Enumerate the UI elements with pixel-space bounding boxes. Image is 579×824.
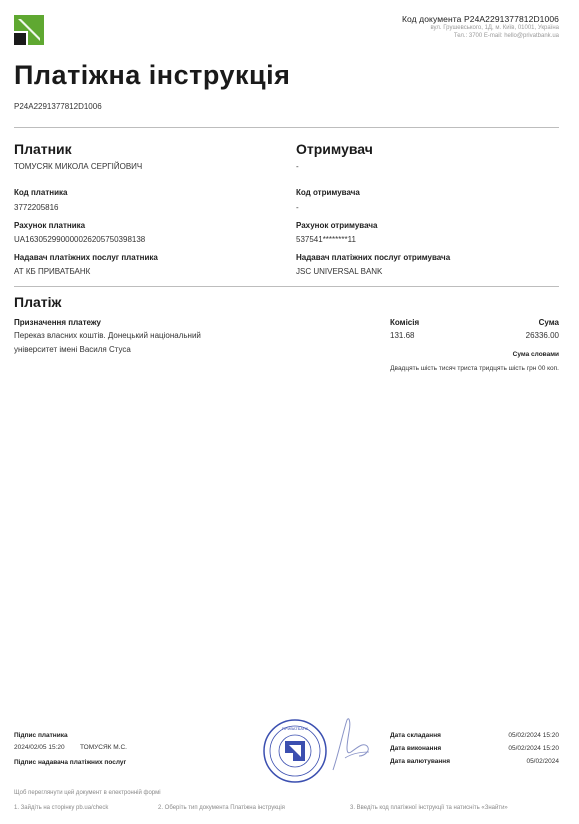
document-info bbox=[402, 14, 559, 40]
value-date: 05/02/2024 bbox=[526, 758, 559, 765]
page-title: Платіжна інструкція bbox=[14, 60, 291, 90]
bank-stamp-icon bbox=[262, 718, 328, 784]
footer-note: Щоб переглянути цей документ в електронній формі bbox=[14, 790, 161, 796]
payment-heading: Платіж bbox=[14, 294, 62, 310]
payer-sign-label: Підпис платника bbox=[14, 732, 68, 739]
payer-sign-name: ТОМУСЯК М.С. bbox=[80, 744, 127, 751]
divider bbox=[14, 127, 559, 128]
recipient-account: 537541********11 bbox=[296, 235, 356, 244]
recipient-code-label: Код отримувача bbox=[296, 188, 360, 197]
executed-date-label: Дата виконання bbox=[390, 745, 442, 752]
commission-label: Комісія bbox=[390, 318, 420, 327]
executed-date: 05/02/2024 15:20 bbox=[508, 745, 559, 752]
sum-words: Двадцять шість тисяч триста тридцять шість грн 00 коп. bbox=[390, 365, 559, 372]
commission-value: 131.68 bbox=[390, 331, 415, 340]
provider-sign-label: Підпис надавача платіжних послуг bbox=[14, 759, 127, 766]
payer-heading: Платник bbox=[14, 141, 72, 157]
recipient-heading: Отримувач bbox=[296, 141, 373, 157]
footer-step-2: 2. Оберіть тип документа Платіжна інструкція bbox=[158, 805, 285, 811]
divider bbox=[14, 286, 559, 287]
payer-provider: АТ КБ ПРИВАТБАНК bbox=[14, 267, 91, 276]
footer-step-1: 1. Зайдіть на сторінку pb.ua/check bbox=[14, 805, 109, 811]
sum-label: Сума bbox=[538, 318, 559, 327]
recipient-name: - bbox=[296, 162, 299, 171]
purpose-line-2: університет імені Василя Стуса bbox=[14, 345, 131, 354]
payer-code-label: Код платника bbox=[14, 188, 68, 197]
bank-contacts: Тел.: 3700 E-mail: hello@privatbank.ua bbox=[453, 33, 559, 39]
payer-account: UA163052990000026205750398138 bbox=[14, 235, 146, 244]
purpose-label: Призначення платежу bbox=[14, 318, 102, 327]
payer-sign-date: 2024/02/05 15:20 bbox=[14, 744, 65, 751]
compiled-date: 05/02/2024 15:20 bbox=[508, 732, 559, 739]
recipient-account-label: Рахунок отримувача bbox=[296, 221, 378, 230]
privatbank-logo-icon bbox=[14, 15, 44, 45]
bank-address: вул. Грушевського, 1Д, м. Київ, 01001, Україна bbox=[430, 25, 559, 31]
document-code: Код документа P24A2291377812D1006 bbox=[401, 14, 559, 24]
purpose-line-1: Переказ власних коштів. Донецький національний bbox=[14, 331, 201, 340]
payer-name: ТОМУСЯК МИКОЛА СЕРГІЙОВИЧ bbox=[14, 162, 143, 171]
payer-account-label: Рахунок платника bbox=[14, 221, 86, 230]
payer-provider-label: Надавач платіжних послуг платника bbox=[14, 253, 158, 262]
payer-code: 3772205816 bbox=[14, 203, 59, 212]
recipient-provider-label: Надавач платіжних послуг отримувача bbox=[296, 253, 451, 262]
document-id: P24A2291377812D1006 bbox=[14, 102, 102, 111]
sum-words-label: Сума словами bbox=[512, 351, 559, 358]
recipient-provider: JSC UNIVERSAL BANK bbox=[296, 267, 383, 276]
footer-step-3: 3. Введіть код платіжної інструкції та натисніть «Знайти» bbox=[350, 805, 508, 811]
recipient-code: - bbox=[296, 203, 299, 212]
signature-icon bbox=[325, 712, 380, 777]
svg-text:ПРИВАТБАНК: ПРИВАТБАНК bbox=[281, 726, 309, 731]
compiled-date-label: Дата складання bbox=[390, 732, 441, 739]
value-date-label: Дата валютування bbox=[390, 758, 451, 765]
sum-value: 26336.00 bbox=[525, 331, 559, 340]
